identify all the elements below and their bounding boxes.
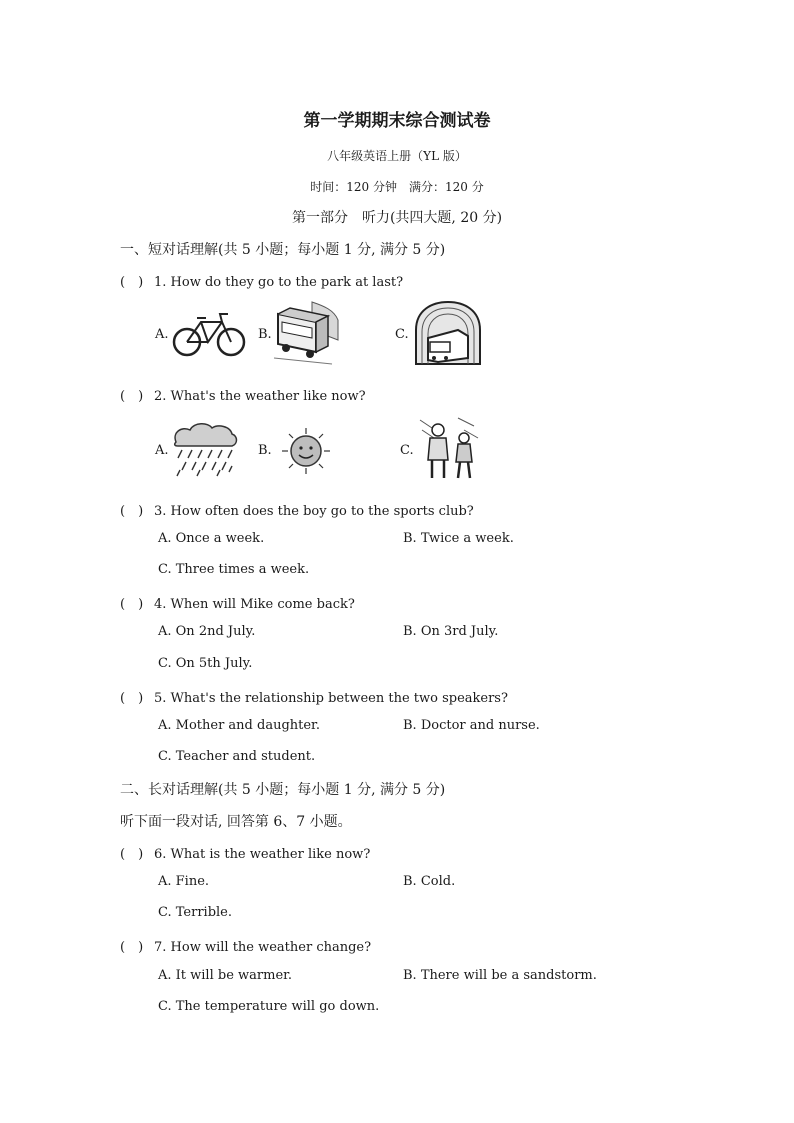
question-text: 4. When will Mike come back? xyxy=(154,597,355,612)
question-text: 3. How often does the boy go to the sports club? xyxy=(154,504,474,519)
answer-blank[interactable]: ( ) xyxy=(120,389,144,404)
sun-icon xyxy=(280,426,332,476)
question-text: 5. What's the relationship between the two speakers? xyxy=(154,691,508,706)
bicycle-icon xyxy=(170,308,248,358)
option-b[interactable]: B. Twice a week. xyxy=(403,531,514,546)
page-subtitle: 八年级英语上册（YL 版） xyxy=(327,149,467,163)
option-a-label: A. xyxy=(155,443,169,458)
question-5 xyxy=(120,687,508,706)
part-heading: 第一部分 听力(共四大题, 20 分) xyxy=(291,210,503,226)
question-7 xyxy=(120,936,371,955)
page-title: 第一学期期末综合测试卷 xyxy=(303,111,491,131)
question-text: 6. What is the weather like now? xyxy=(154,847,371,862)
option-c[interactable]: C. Teacher and student. xyxy=(158,749,316,764)
section-heading-1: 一、短对话理解(共 5 小题；每小题 1 分, 满分 5 分) xyxy=(120,242,446,258)
question-text: 1. How do they go to the park at last? xyxy=(154,275,404,290)
section-instruction: 听下面一段对话, 回答第 6、7 小题。 xyxy=(120,814,352,830)
option-a[interactable]: A. On 2nd July. xyxy=(158,624,256,639)
option-b[interactable]: B. There will be a sandstorm. xyxy=(403,968,597,983)
option-a[interactable]: A. Once a week. xyxy=(158,531,265,546)
answer-blank[interactable]: ( ) xyxy=(120,940,144,955)
rain-cloud-icon xyxy=(172,422,238,478)
option-b-label: B. xyxy=(258,327,272,342)
answer-blank[interactable]: ( ) xyxy=(120,691,144,706)
bus-icon xyxy=(272,300,340,366)
answer-blank[interactable]: ( ) xyxy=(120,597,144,612)
option-c-label: C. xyxy=(395,327,409,342)
question-text: 7. How will the weather change? xyxy=(154,940,372,955)
option-a[interactable]: A. Fine. xyxy=(158,874,210,889)
option-b[interactable]: B. On 3rd July. xyxy=(403,624,499,639)
option-a[interactable]: A. Mother and daughter. xyxy=(158,718,320,733)
option-b-label: B. xyxy=(258,443,272,458)
option-c[interactable]: C. The temperature will go down. xyxy=(158,999,380,1014)
option-c[interactable]: C. Three times a week. xyxy=(158,562,310,577)
question-6 xyxy=(120,843,370,862)
windy-people-icon xyxy=(418,416,480,484)
question-3 xyxy=(120,500,474,519)
section-heading-2: 二、长对话理解(共 5 小题；每小题 1 分, 满分 5 分) xyxy=(120,782,446,798)
option-b[interactable]: B. Cold. xyxy=(403,874,456,889)
train-tunnel-icon xyxy=(414,300,482,366)
option-c[interactable]: C. On 5th July. xyxy=(158,656,253,671)
option-c[interactable]: C. Terrible. xyxy=(158,905,232,920)
answer-blank[interactable]: ( ) xyxy=(120,275,144,290)
answer-blank[interactable]: ( ) xyxy=(120,504,144,519)
option-a[interactable]: A. It will be warmer. xyxy=(158,968,293,983)
option-c-label: C. xyxy=(400,443,414,458)
question-text: 2. What's the weather like now? xyxy=(154,389,366,404)
question-4 xyxy=(120,593,355,612)
time-score-line: 时间：120 分钟 满分：120 分 xyxy=(310,180,484,194)
answer-blank[interactable]: ( ) xyxy=(120,847,144,862)
question-1 xyxy=(120,271,403,290)
question-2 xyxy=(120,385,366,404)
option-a-label: A. xyxy=(155,327,169,342)
option-b[interactable]: B. Doctor and nurse. xyxy=(403,718,540,733)
